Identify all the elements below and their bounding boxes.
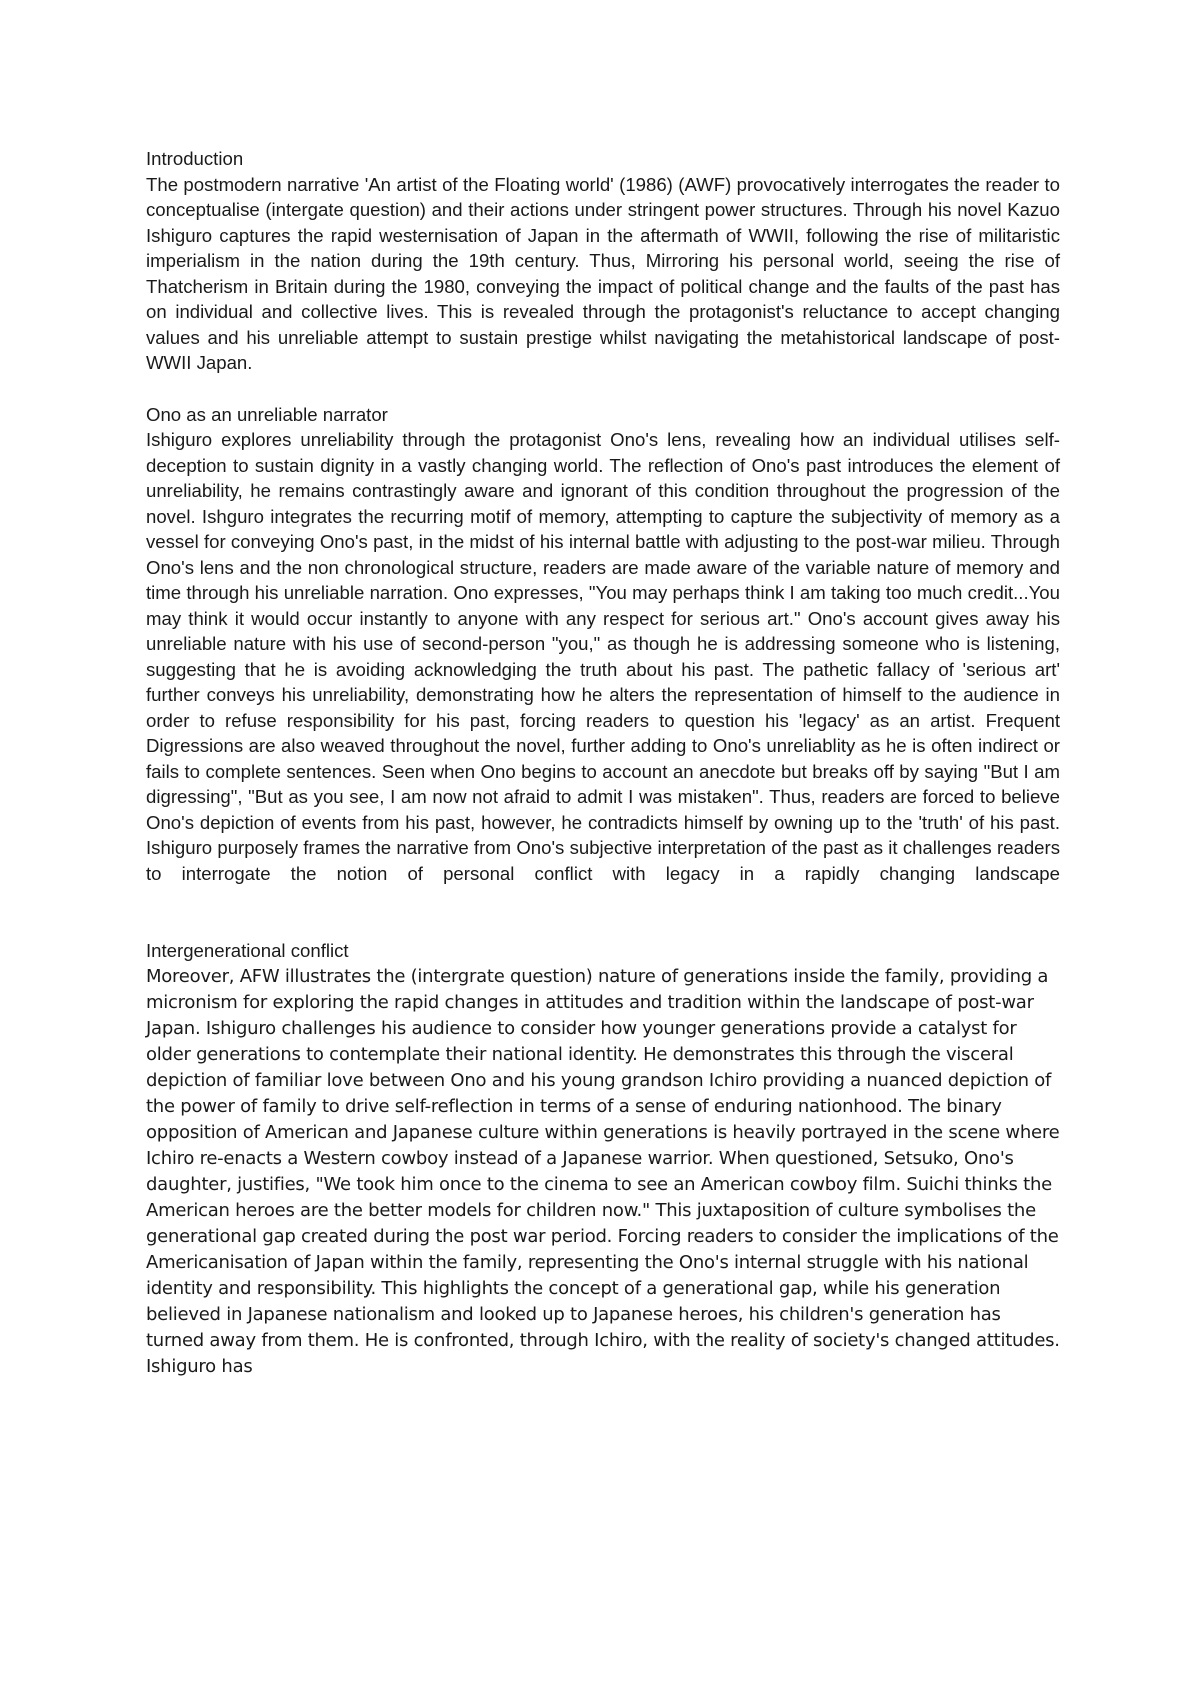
section-heading: Intergenerational conflict — [146, 940, 349, 961]
section-introduction — [146, 146, 1060, 376]
section-heading: Introduction — [146, 148, 244, 169]
section-paragraph: The postmodern narrative 'An artist of the Floating world' (1986) (AWF) provocatively interrogates the reader to conceptualise (intergate question) and their actions under stringent power structures. Through his novel Kazuo Ishiguro captures the rapid westernisation of Japan in the aftermath of WWII, following the rise of militaristic imperialism in the nation during the 19th century. Thus, Mirroring his personal world, seeing the rise of Thatcherism in Britain during the 1980, conveying the impact of political change and the faults of the past has on individual and collective lives. This is revealed through the protagonist's reluctance to accept changing values and his unreliable attempt to sustain prestige whilst navigating the metahistorical landscape of post-WWII Japan. — [146, 173, 1060, 373]
section-paragraph: Ishiguro explores unreliability through the protagonist Ono's lens, revealing how an individual utilises self-deception to sustain dignity in a vastly changing world. The reflection of Ono's past introduces the element of unreliability, he remains contrastingly aware and ignorant of this condition throughout the progression of the novel. Ishguro integrates the recurring motif of memory, attempting to capture the subjectivity of memory as a vessel for conveying Ono's past, in the midst of his internal battle with adjusting to the post-war milieu. Through Ono's lens and the non chronological structure, readers are made aware of the variable nature of memory and time through his unreliable narration. Ono expresses, "You may perhaps think I am taking too much credit...You may think it would occur instantly to anyone with any respect for serious art." Ono's account gives away his unreliable nature with his use of second-person "you," as though he is addressing someone who is listening, suggesting that he is avoiding acknowledging the truth about his past. The pathetic fallacy of 'serious art' further conveys his unreliability, demonstrating how he alters the representation of himself to the audience in order to refuse responsibility for his past, forcing readers to question his 'legacy' as an artist. Frequent Digressions are also weaved throughout the novel, further adding to Ono's unreliablity as he is often indirect or fails to complete sentences. Seen when Ono begins to account an anecdote but breaks off by saying "But I am digressing", "But as you see, I am now not afraid to admit I was mistaken". Thus, readers are forced to believe Ono's depiction of events from his past, however, he contradicts himself by owning up to the 'truth' of his past. Ishiguro purposely frames the narrative from Ono's subjective interpretation of the past as it challenges readers to interrogate the notion of personal conflict with legacy in a rapidly changing landscape — [146, 429, 1060, 884]
paragraph-spacer — [146, 376, 1060, 402]
section-heading: Ono as an unreliable narrator — [146, 403, 388, 425]
section-unreliable-narrator — [146, 402, 1060, 887]
paragraph-spacer — [146, 886, 1060, 938]
section-paragraph: Moreover, AFW illustrates the (intergrate question) nature of generations inside the family, providing a micronism for exploring the rapid changes in attitudes and tradition within the landscape of post-war Japan. Ishiguro challenges his audience to consider how younger generations provide a catalyst for older generations to contemplate their national identity. He demonstrates this through the visceral depiction of familiar love between Ono and his young grandson Ichiro providing a nuanced depiction of the power of family to drive self-reflection in terms of a sense of enduring nationhood. The binary opposition of American and Japanese culture within generations is heavily portrayed in the scene where Ichiro re-enacts a Western cowboy instead of a Japanese warrior. When questioned, Setsuko, Ono's daughter, justifies, "We took him once to the cinema to see an American cowboy film. Suichi thinks the American heroes are the better models for children now." This juxtaposition of culture symbolises the generational gap created during the post war period. Forcing readers to consider the implications of the Americanisation of Japan within the family, representing the Ono's internal struggle with his national identity and responsibility. This highlights the concept of a generational gap, while his generation believed in Japanese nationalism and looked up to Japanese heroes, his children's generation has turned away from them. He is confronted, through Ichiro, with the reality of society's changed attitudes. Ishiguro has — [146, 965, 1060, 1377]
section-intergenerational-conflict — [146, 938, 1060, 1380]
document-page — [146, 146, 1060, 1380]
